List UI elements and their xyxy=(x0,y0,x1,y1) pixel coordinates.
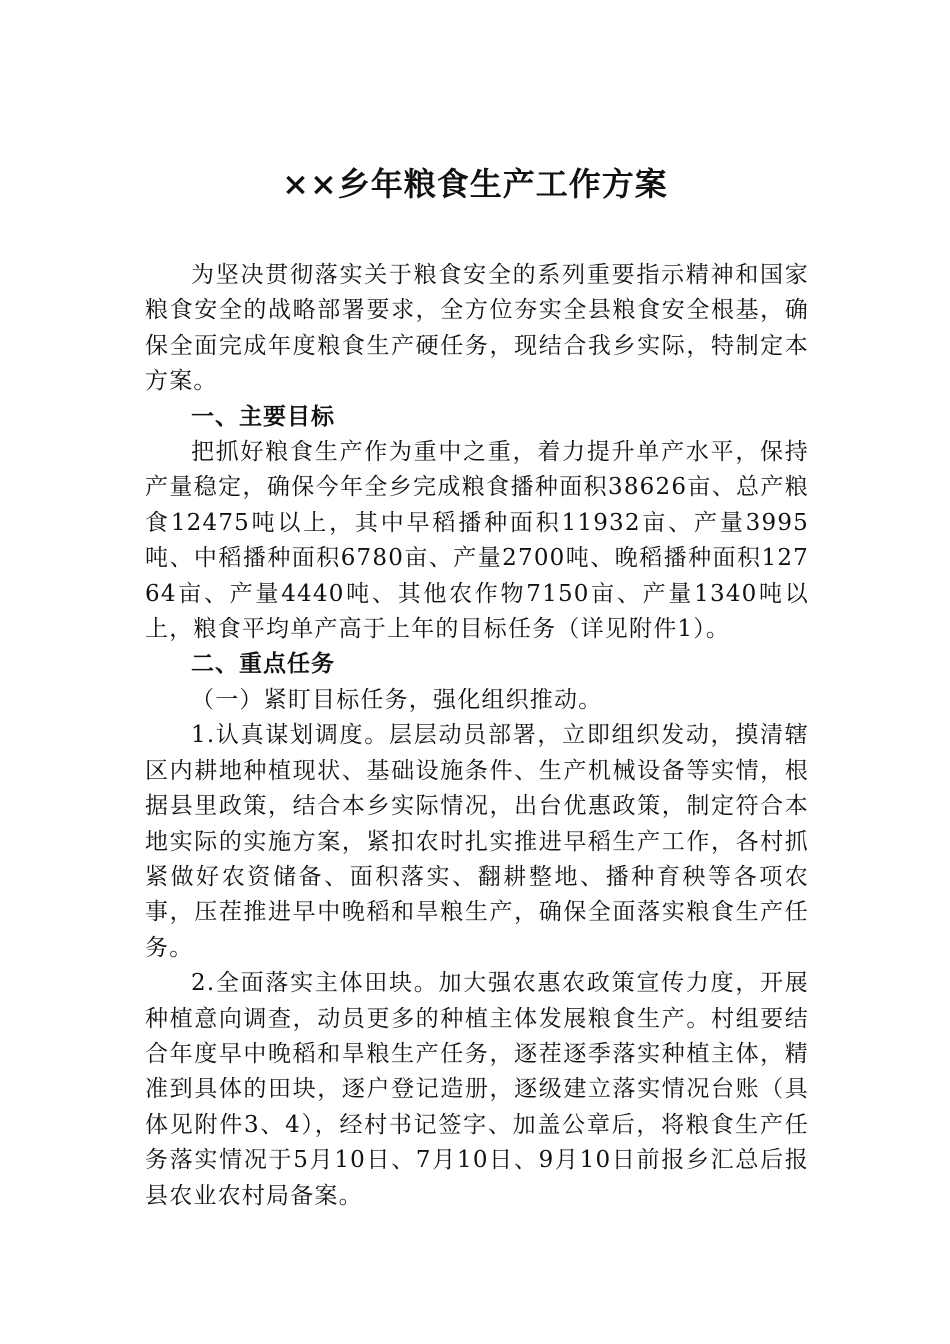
task-item-1: 1.认真谋划调度。层层动员部署，立即组织发动，摸清辖区内耕地种植现状、基础设施条件、生产机械设备等实情，根据县里政策，结合本乡实际情况，出台优惠政策，制定符合本地实际的实施方案，紧扣农时扎实推进早稻生产工作，各村抓紧做好农资储备、面积落实、翻耕整地、播种育秧等各项农事，压茬推进早中晚稻和旱粮生产，确保全面落实粮食生产任务。 xyxy=(145,722,809,961)
subsection-heading-1: （一）紧盯目标任务，强化组织推动。 xyxy=(191,686,603,713)
document-body xyxy=(145,258,809,1214)
goals-paragraph: 把抓好粮食生产作为重中之重，着力提升单产水平，保持产量稳定，确保今年全乡完成粮食播种面积38626亩、总产粮食12475吨以上，其中早稻播种面积11932亩、产量3995吨、中稻播种面积6780亩、产量2700吨、晚稻播种面积12764亩、产量4440吨、其他农作物7150亩、产量1340吨以上，粮食平均单产高于上年的目标任务（详见附件1）。 xyxy=(145,439,809,643)
document-title: ××乡年粮食生产工作方案 xyxy=(282,165,668,203)
task-item-2: 2.全面落实主体田块。加大强农惠农政策宣传力度，开展种植意向调查，动员更多的种植主体发展粮食生产。村组要结合年度早中晚稻和旱粮生产任务，逐茬逐季落实种植主体，精准到具体的田块，逐户登记造册，逐级建立落实情况台账（具体见附件3、4），经村书记签字、加盖公章后，将粮食生产任务落实情况于5月10日、7月10日、9月10日前报乡汇总后报县农业农村局备案。 xyxy=(145,970,809,1209)
intro-paragraph: 为坚决贯彻落实关于粮食安全的系列重要指示精神和国家粮食安全的战略部署要求，全方位夯实全县粮食安全根基，确保全面完成年度粮食生产硬任务，现结合我乡实际，特制定本方案。 xyxy=(145,262,809,395)
section-heading-goals: 一、主要目标 xyxy=(191,403,335,430)
section-heading-tasks: 二、重点任务 xyxy=(191,651,335,678)
